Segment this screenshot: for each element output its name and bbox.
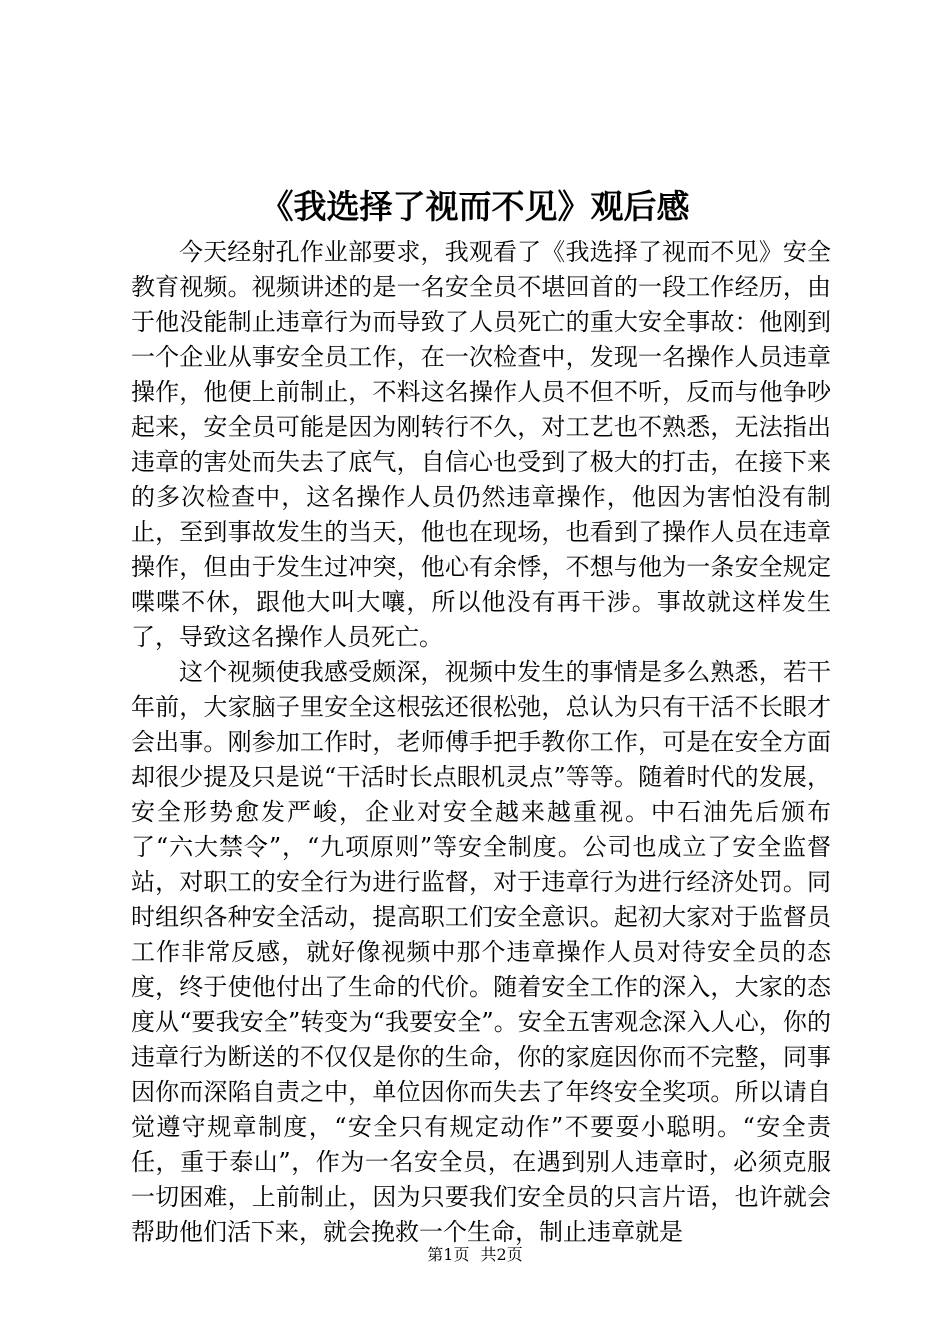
- page-number-current: 第1页: [427, 1245, 470, 1264]
- page-number-total: 共2页: [480, 1245, 523, 1264]
- paragraph-1: 今天经射孔作业部要求，我观看了《我选择了视而不见》安全教育视频。视频讲述的是一名安全员不堪回首的一段工作经历，由于他没能制止违章行为而导致了人员死亡的重大安全事故：他刚到一个企业从事安全员工作，在一次检查中，发现一名操作人员违章操作，他便上前制止，不料这名操作人员不但不听，反而与他争吵起来，安全员可能是因为刚转行不久，对工艺也不熟悉，无法指出违章的害处而失去了底气，自信心也受到了极大的打击，在接下来的多次检查中，这名操作人员仍然违章操作，他因为害怕没有制止，至到事故发生的当天，他也在现场，也看到了操作人员在违章操作，但由于发生过冲突，他心有余悸，不想与他为一条安全规定喋喋不休，跟他大叫大嚷，所以他没有再干涉。事故就这样发生了，导致这名操作人员死亡。: [131, 238, 831, 651]
- page-footer: [0, 1244, 950, 1266]
- paragraph-2: 这个视频使我感受颇深，视频中发生的事情是多么熟悉，若干年前，大家脑子里安全这根弦还很松弛，总认为只有干活不长眼才会出事。刚参加工作时，老师傅手把手教你工作，可是在安全方面却很少提及只是说“干活时长点眼机灵点”等等。随着时代的发展，安全形势愈发严峻，企业对安全越来越重视。中石油先后颁布了“六大禁令”，“九项原则”等安全制度。公司也成立了安全监督站，对职工的安全行为进行监督，对于违章行为进行经济处罚。同时组织各种安全活动，提高职工们安全意识。起初大家对于监督员工作非常反感，就好像视频中那个违章操作人员对待安全员的态度，终于使他付出了生命的代价。随着安全工作的深入，大家的态度从“要我安全”转变为“我要安全”。安全五害观念深入人心，你的违章行为断送的不仅仅是你的生命，你的家庭因你而不完整，同事因你而深陷自责之中，单位因你而失去了年终安全奖项。所以请自觉遵守规章制度，“安全只有规定动作”不要耍小聪明。“安全责任，重于泰山”，作为一名安全员，在遇到别人违章时，必须克服一切困难，上前制止，因为只要我们安全员的只言片语，也许就会帮助他们活下来，就会挽救一个生命，制止违章就是: [131, 658, 831, 1246]
- document-title: 《我选择了视而不见》观后感: [260, 187, 690, 226]
- document-body: [131, 235, 831, 1250]
